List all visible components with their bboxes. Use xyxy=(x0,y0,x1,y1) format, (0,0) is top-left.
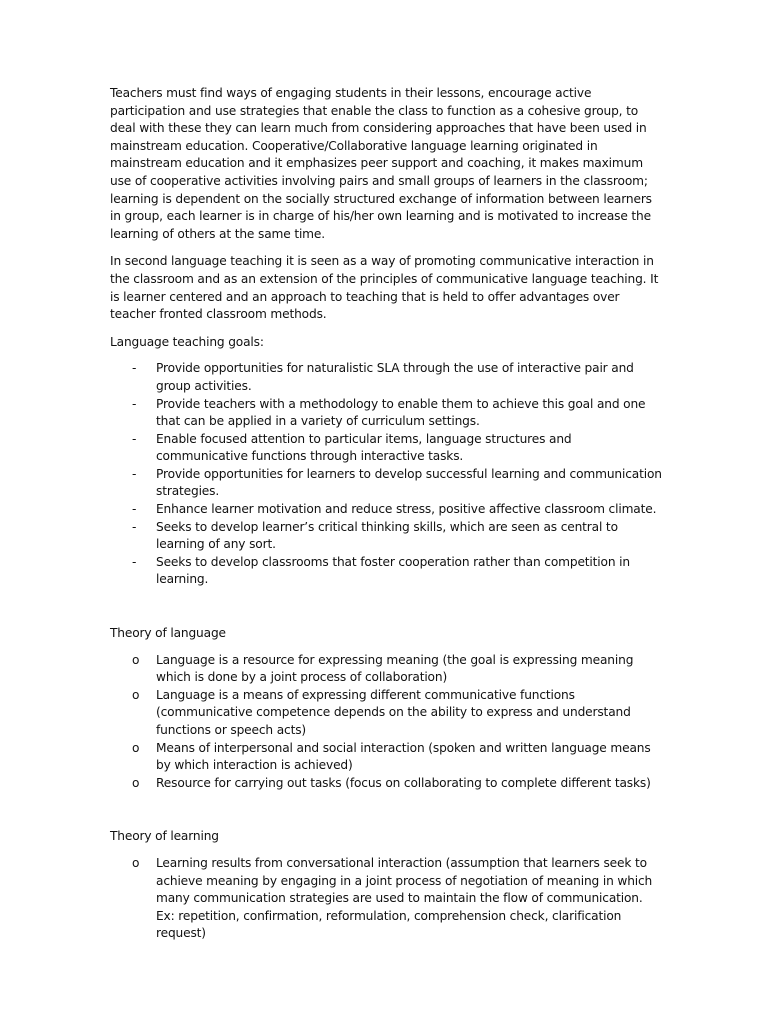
list-item xyxy=(110,501,662,519)
list-item-text: Enable focused attention to particular items, language structures and communicative functions through interactive tasks. xyxy=(156,431,572,464)
list-item xyxy=(110,554,662,589)
list-item xyxy=(110,396,662,431)
spacer xyxy=(110,792,662,828)
list-item-text: Provide opportunities for naturalistic SLA through the use of interactive pair and group activities. xyxy=(156,361,634,393)
dash-bullet: - xyxy=(132,396,137,411)
list-item xyxy=(110,431,662,466)
list-item xyxy=(110,652,662,687)
list-item-text: Language is a means of expressing different communicative functions (communicative competence depends on the ability to express and understand functions or speech acts) xyxy=(156,687,631,737)
dash-bullet: - xyxy=(132,519,137,534)
list-item-text: Provide teachers with a methodology to enable them to achieve this goal and one that can be applied in a variety of curriculum settings. xyxy=(156,396,646,429)
dash-bullet: - xyxy=(132,466,137,481)
document-page xyxy=(110,85,662,943)
circle-bullet: o xyxy=(132,687,140,702)
list-item xyxy=(110,775,662,793)
list-item xyxy=(110,740,662,775)
list-item-text: Enhance learner motivation and reduce stress, positive affective classroom climate. xyxy=(156,502,657,517)
spacer xyxy=(110,589,662,625)
list-item-text: Seeks to develop classrooms that foster cooperation rather than competition in learning. xyxy=(156,554,630,587)
list-item xyxy=(110,360,662,395)
list-item-text: Resource for carrying out tasks (focus on collaborating to complete different tasks) xyxy=(156,775,651,790)
dash-bullet: - xyxy=(132,554,137,569)
circle-bullet: o xyxy=(132,855,140,870)
dash-bullet: - xyxy=(132,431,137,446)
list-item-text: Language is a resource for expressing meaning (the goal is expressing meaning which is done by a joint process of collaboration) xyxy=(156,652,634,685)
list-item xyxy=(110,466,662,501)
list-item-text: Provide opportunities for learners to develop successful learning and communication strategies. xyxy=(156,466,662,499)
circle-bullet: o xyxy=(132,740,140,755)
second-language-paragraph: In second language teaching it is seen as a way of promoting communicative interaction in the classroom and as an extension of the principles of communicative language teaching. It is learner centered and an approach to teaching that is held to offer advantages over teacher fronted classroom methods. xyxy=(110,254,659,322)
theory-language-heading: Theory of language xyxy=(110,626,226,641)
list-item xyxy=(110,687,662,740)
dash-bullet: - xyxy=(132,361,137,376)
dash-bullet: - xyxy=(132,502,137,517)
theory-learning-list xyxy=(110,855,662,943)
circle-bullet: o xyxy=(132,775,140,790)
list-item xyxy=(110,855,662,943)
circle-bullet: o xyxy=(132,652,140,667)
list-item xyxy=(110,519,662,554)
theory-language-list xyxy=(110,652,662,793)
theory-learning-heading: Theory of learning xyxy=(110,829,219,844)
goals-list xyxy=(110,360,662,589)
list-item-text: Learning results from conversational interaction (assumption that learners seek to achieve meaning by engaging in a joint process of negotiation of meaning in which many communication strategies are used to maintain the flow of communication. Ex: repetition, confirmation, reformulation, comprehension check, clarification request) xyxy=(156,855,653,941)
goals-heading: Language teaching goals: xyxy=(110,334,264,349)
list-item-text: Means of interpersonal and social interaction (spoken and written language means by which interaction is achieved) xyxy=(156,740,651,773)
intro-paragraph: Teachers must find ways of engaging students in their lessons, encourage active participation and use strategies that enable the class to function as a cohesive group, to deal with these they can learn much from considering approaches that have been used in mainstream education. Cooperative/Collaborative language learning originated in mainstream education and it emphasizes peer support and coaching, it makes maximum use of cooperative activities involving pairs and small groups of learners in the classroom; learning is dependent on the socially structured exchange of information between learners in group, each learner is in charge of his/her own learning and is motivated to increase the learning of others at the same time. xyxy=(110,86,652,241)
list-item-text: Seeks to develop learner’s critical thinking skills, which are seen as central to learning of any sort. xyxy=(156,519,618,552)
